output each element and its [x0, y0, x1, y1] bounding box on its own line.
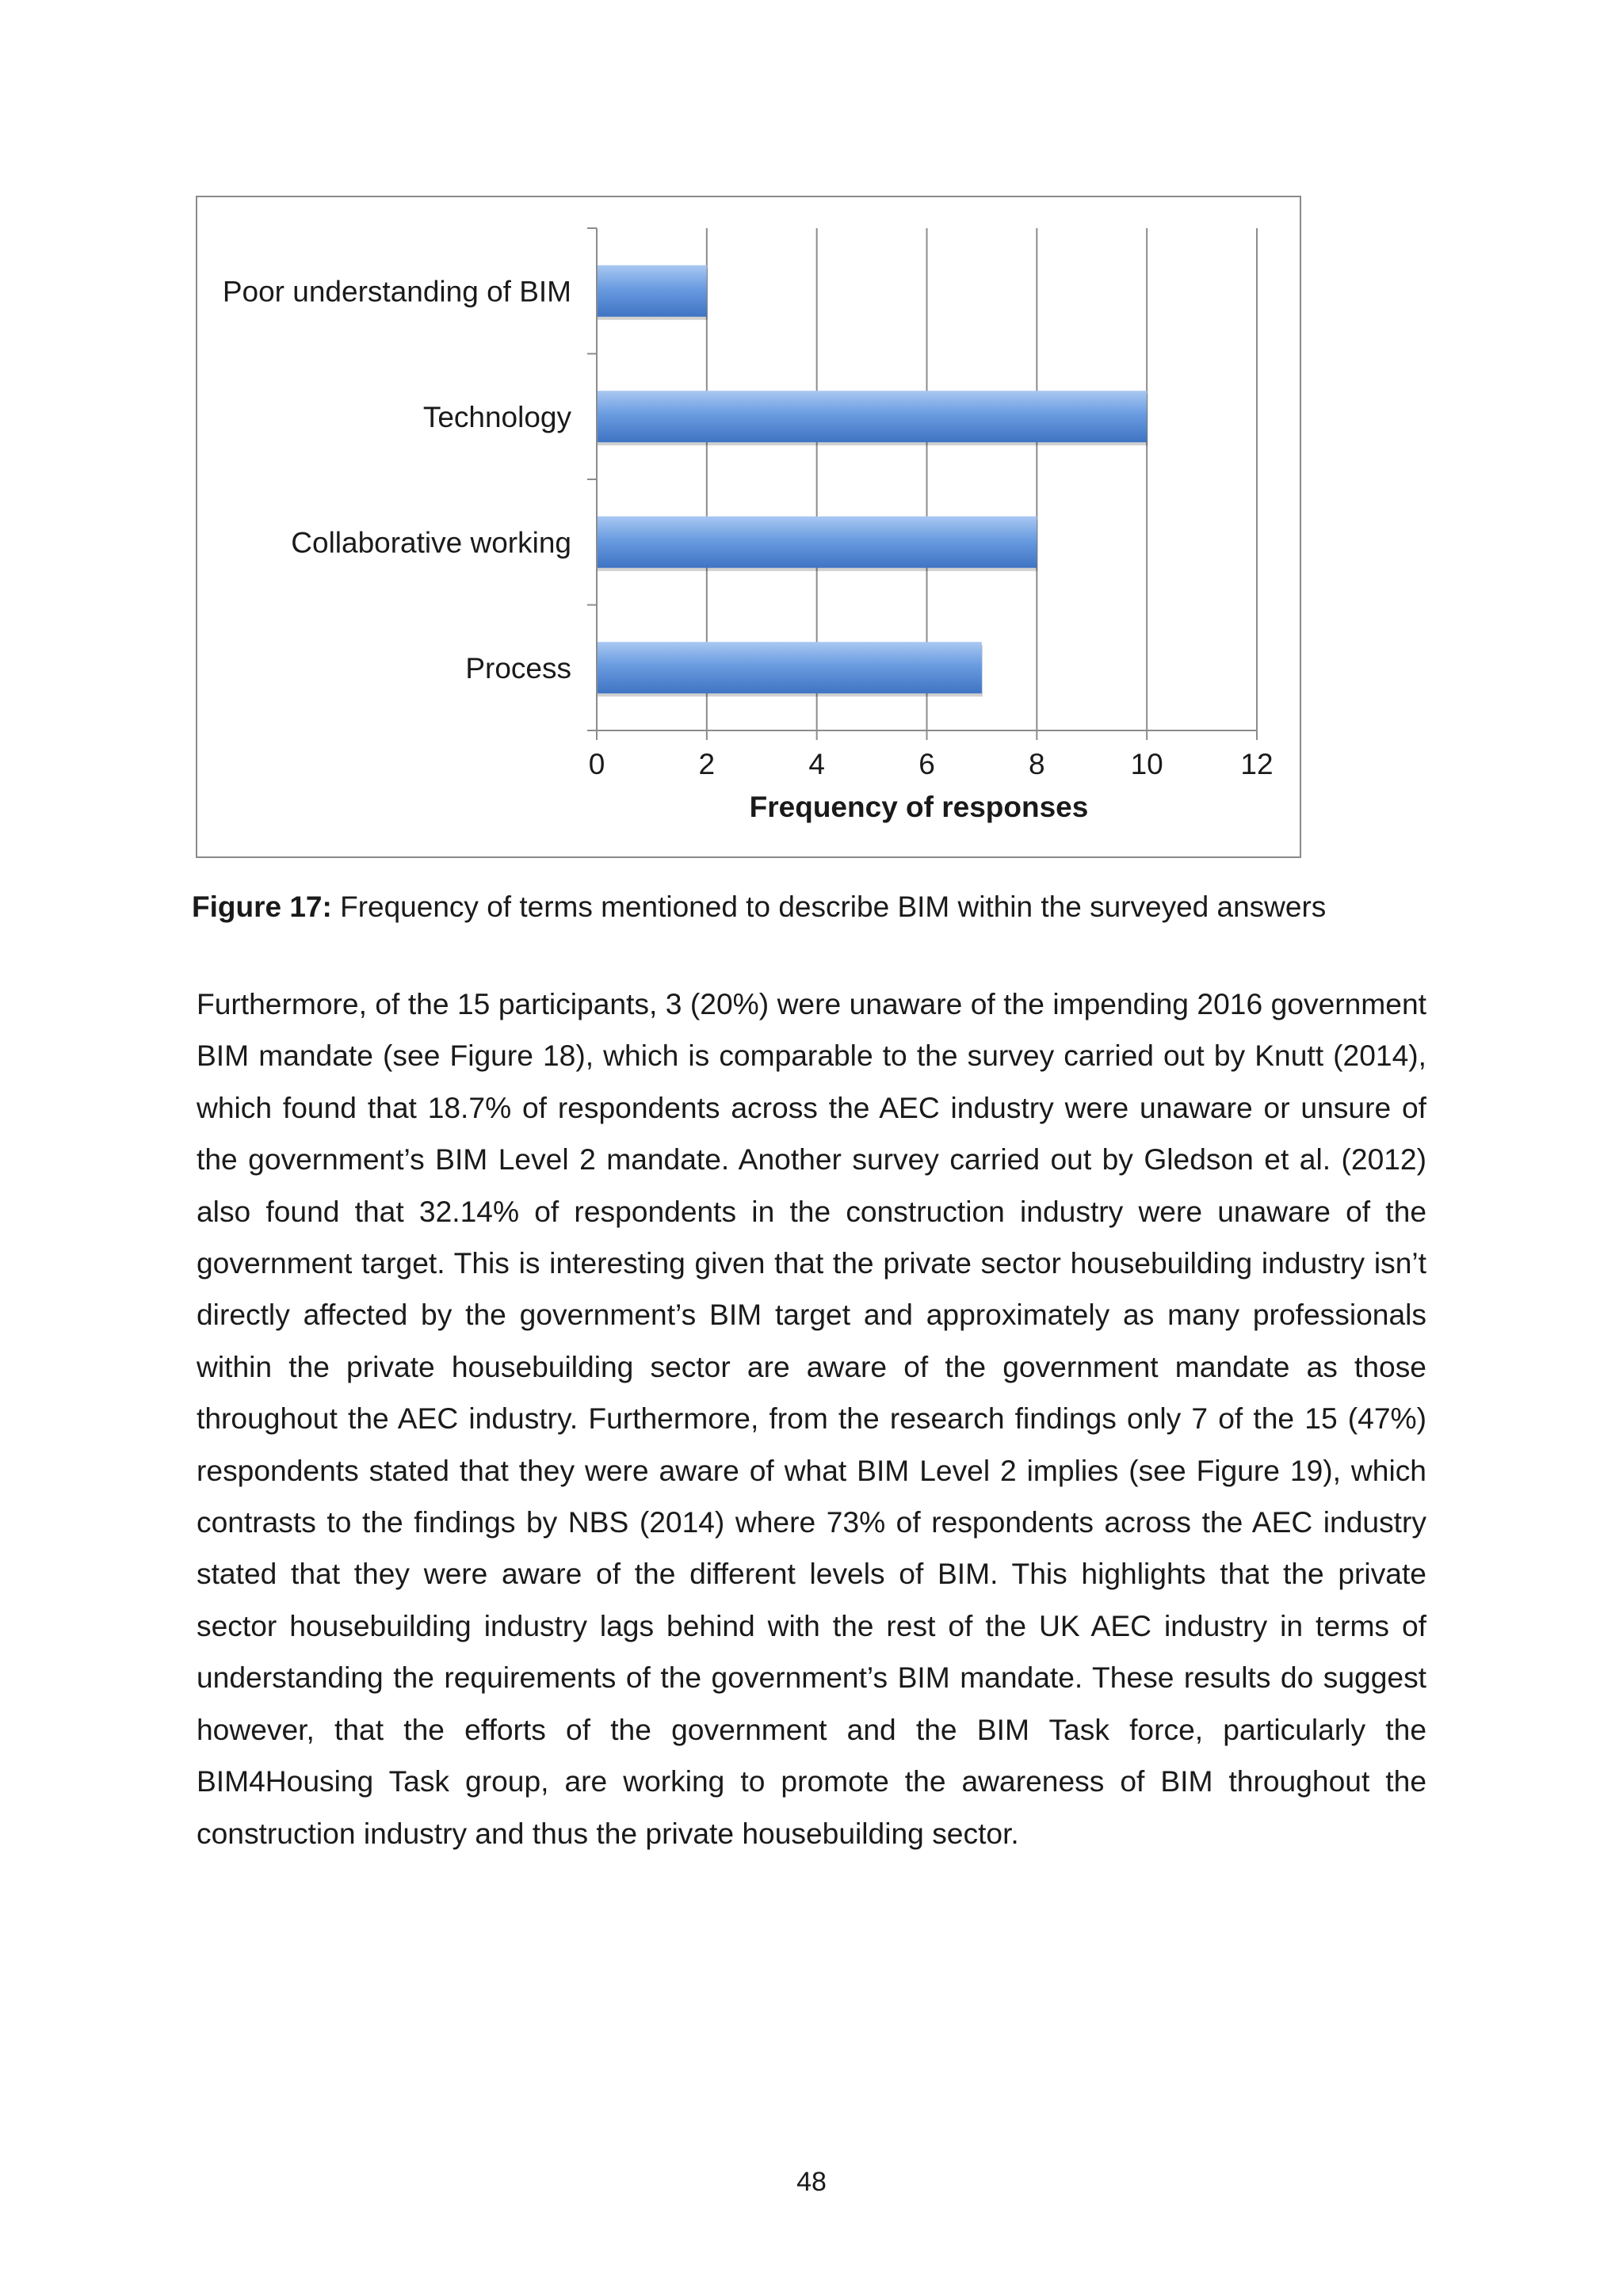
figure-caption-text: Frequency of terms mentioned to describe BIM within the surveyed answers — [331, 891, 1327, 923]
figure-17-chart — [196, 196, 1301, 858]
category-label-1: Technology — [422, 400, 571, 433]
bar-3 — [597, 642, 982, 693]
x-tick-label-2: 2 — [698, 748, 716, 780]
bar-2 — [597, 517, 1037, 568]
x-tick-label-10: 10 — [1130, 748, 1163, 780]
body-paragraph: Furthermore, of the 15 participants, 3 (20%) were unaware of the impending 2016 government BIM mandate (see Figure 18), which is comparable to the survey carried out by Knutt (2014), which found that 18.7% of respondents across the AEC industry were unaware or unsure of the government’s BIM Level 2 mandate. Another survey carried out by Gledson et al. (2012) also found that 32.14% of respondents in the construction industry were unaware of the government target. This is interesting given that the private sector housebuilding industry isn’t directly affected by the government’s BIM target and approximately as many professionals within the private housebuilding sector are aware of the government mandate as those throughout the AEC industry. Furthermore, from the research findings only 7 of the 15 (47%) respondents stated that they were aware of what BIM Level 2 implies (see Figure 19), which contrasts to the findings by NBS (2014) where 73% of respondents across the AEC industry stated that they were aware of the different levels of BIM. This highlights that the private sector housebuilding industry lags behind with the rest of the UK AEC industry in terms of understanding the requirements of the government’s BIM mandate. These results do suggest however, that the efforts of the government and the BIM Task force, particularly the BIM4Housing Task group, are working to promote the awareness of BIM throughout the construction industry and thus the private housebuilding sector. — [197, 987, 1426, 1850]
figure-caption-label: Figure 17: — [192, 891, 332, 923]
x-axis-title: Frequency of responses — [749, 791, 1089, 823]
x-tick-label-6: 6 — [918, 748, 935, 780]
bar-0 — [597, 265, 707, 317]
page-number: 48 — [796, 2167, 827, 2197]
x-tick-label-4: 4 — [808, 748, 825, 780]
x-tick-label-12: 12 — [1240, 748, 1274, 780]
x-tick-label-0: 0 — [588, 748, 605, 780]
bar-chart-svg — [197, 197, 1300, 856]
category-label-0: Poor understanding of BIM — [222, 275, 571, 308]
category-label-3: Process — [465, 651, 571, 685]
figure-caption — [192, 891, 1460, 924]
category-label-2: Collaborative working — [291, 526, 571, 559]
bar-1 — [597, 391, 1147, 442]
x-tick-label-8: 8 — [1029, 748, 1045, 780]
